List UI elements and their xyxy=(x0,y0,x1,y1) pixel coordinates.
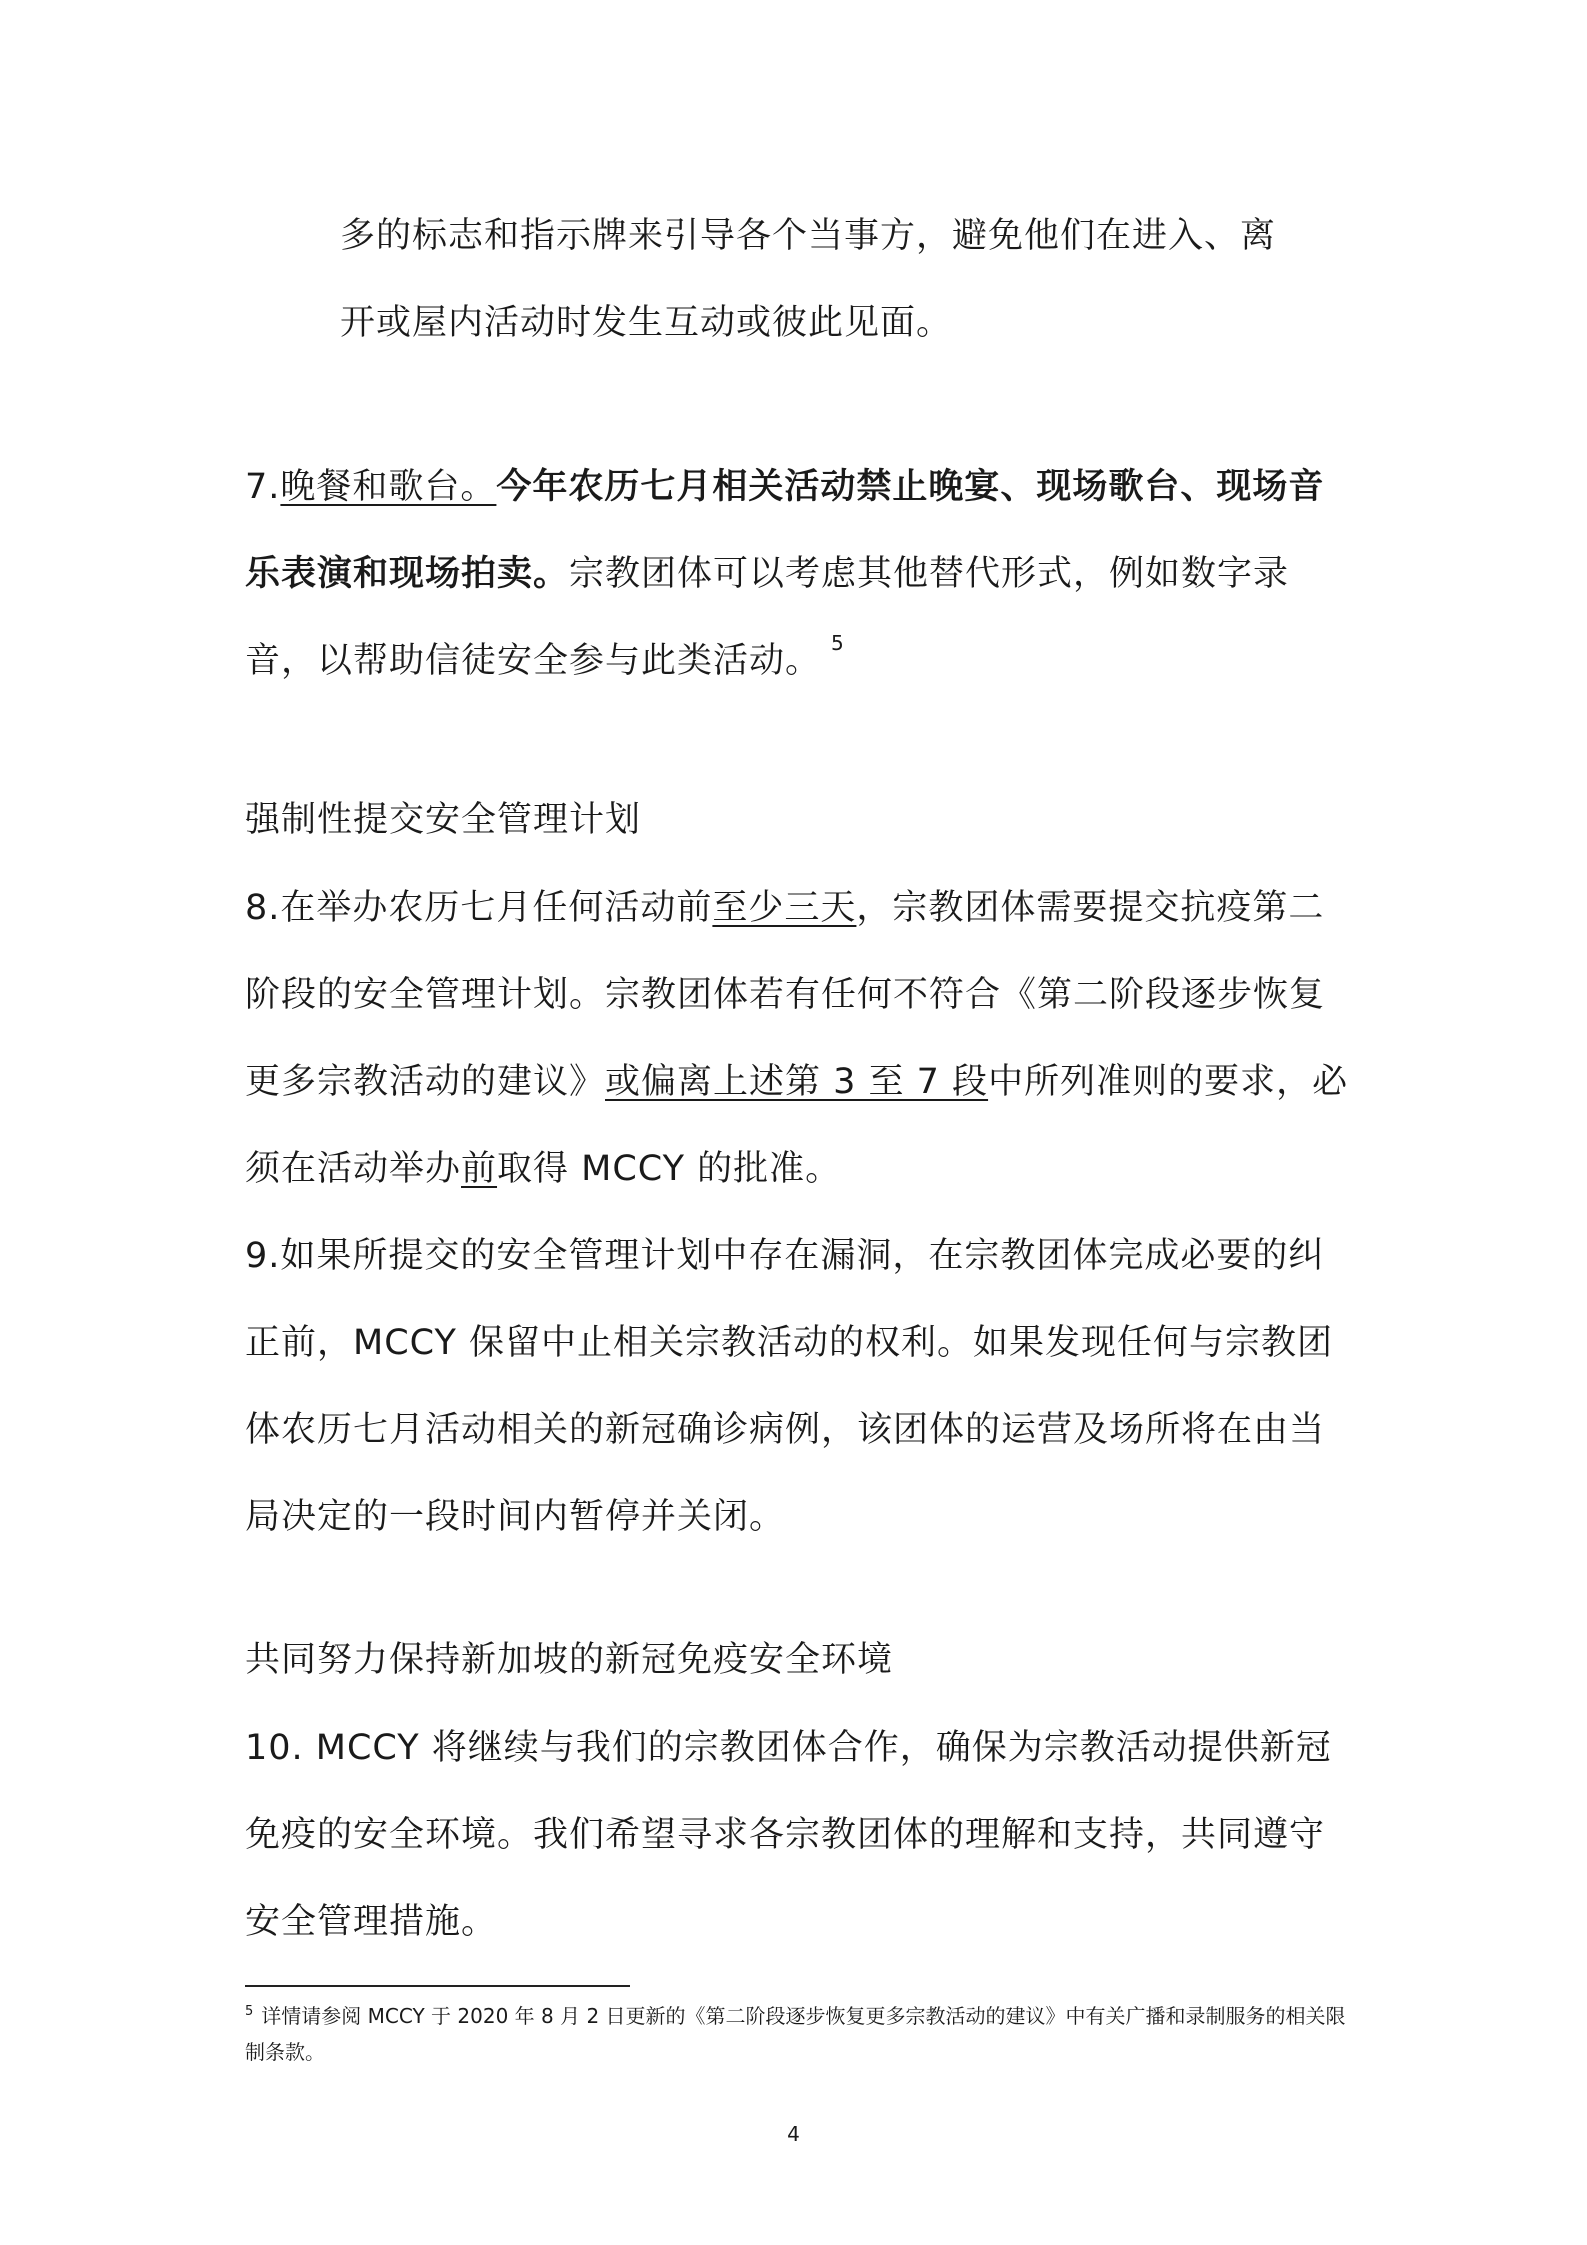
paragraph-6-line-1: 多的标志和指示牌来引导各个当事方，避免他们在进入、离 xyxy=(340,216,1277,256)
paragraph-8-part-1: 8.在举办农历七月任何活动前 xyxy=(245,888,713,928)
paragraph-8-underline-3: 前 xyxy=(461,1149,498,1189)
footnote-separator xyxy=(245,1985,630,1987)
heading-safety-plan: 强制性提交安全管理计划 xyxy=(245,800,642,840)
paragraph-8 xyxy=(245,865,1355,1213)
paragraph-8-part-2: ，宗教团体需要提交抗疫第二阶段的安全管理计划。宗教团体若有任何不符合《第二阶段逐步恢复更多宗教活动的建议》 xyxy=(245,888,1326,1102)
paragraph-10: 10. MCCY 将继续与我们的宗教团体合作，确保为宗教活动提供新冠免疫的安全环境。我们希望寻求各宗教团体的理解和支持，共同遵守安全管理措施。 xyxy=(245,1728,1332,1942)
paragraph-8-underline-2: 或偏离上述第 3 至 7 段 xyxy=(605,1062,989,1102)
paragraph-7-bold-period: 。 xyxy=(533,554,570,594)
footnote-reference: 5 xyxy=(831,631,845,655)
page-number: 4 xyxy=(787,2122,800,2146)
footnote-marker: 5 xyxy=(245,2004,254,2019)
paragraph-6-continuation xyxy=(340,193,1355,367)
footnote-text: 详情请参阅 MCCY 于 2020 年 8 月 2 日更新的《第二阶段逐步恢复更多宗教活动的建议》中有关广播和录制服务的相关限制条款。 xyxy=(245,2004,1346,2064)
paragraph-7-title: 晚餐和歌台。 xyxy=(280,467,497,507)
paragraph-8-part-4: 取得 MCCY 的批准。 xyxy=(497,1149,842,1189)
footnote xyxy=(245,1998,1355,2070)
paragraph-7-bold-rule: 今年农历七月相关活动禁止晚宴、现场歌台、现场音乐表演和现场拍卖 xyxy=(245,467,1325,594)
heading-safe-environment: 共同努力保持新加坡的新冠免疫安全环境 xyxy=(245,1640,894,1680)
paragraph-6-line-2: 开或屋内活动时发生互动或彼此见面。 xyxy=(340,303,953,343)
paragraph-7 xyxy=(245,444,1355,705)
paragraph-9: 9.如果所提交的安全管理计划中存在漏洞，在宗教团体完成必要的纠正前，MCCY 保留中止相关宗教活动的权利。如果发现任何与宗教团体农历七月活动相关的新冠确诊病例，该团体的运营及场所将在由当局决定的一段时间内暂停并关闭。 xyxy=(245,1236,1333,1537)
paragraph-8-underline-1: 至少三天 xyxy=(712,888,857,928)
paragraph-7-number: 7. xyxy=(245,467,281,507)
paragraph-8-part-3: 中所列准则的要求，必须在活动举办 xyxy=(245,1062,1349,1189)
paragraph-7-body: 宗教团体可以考虑其他替代形式，例如数字录音，以帮助信徒安全参与此类活动。 xyxy=(245,554,1290,681)
